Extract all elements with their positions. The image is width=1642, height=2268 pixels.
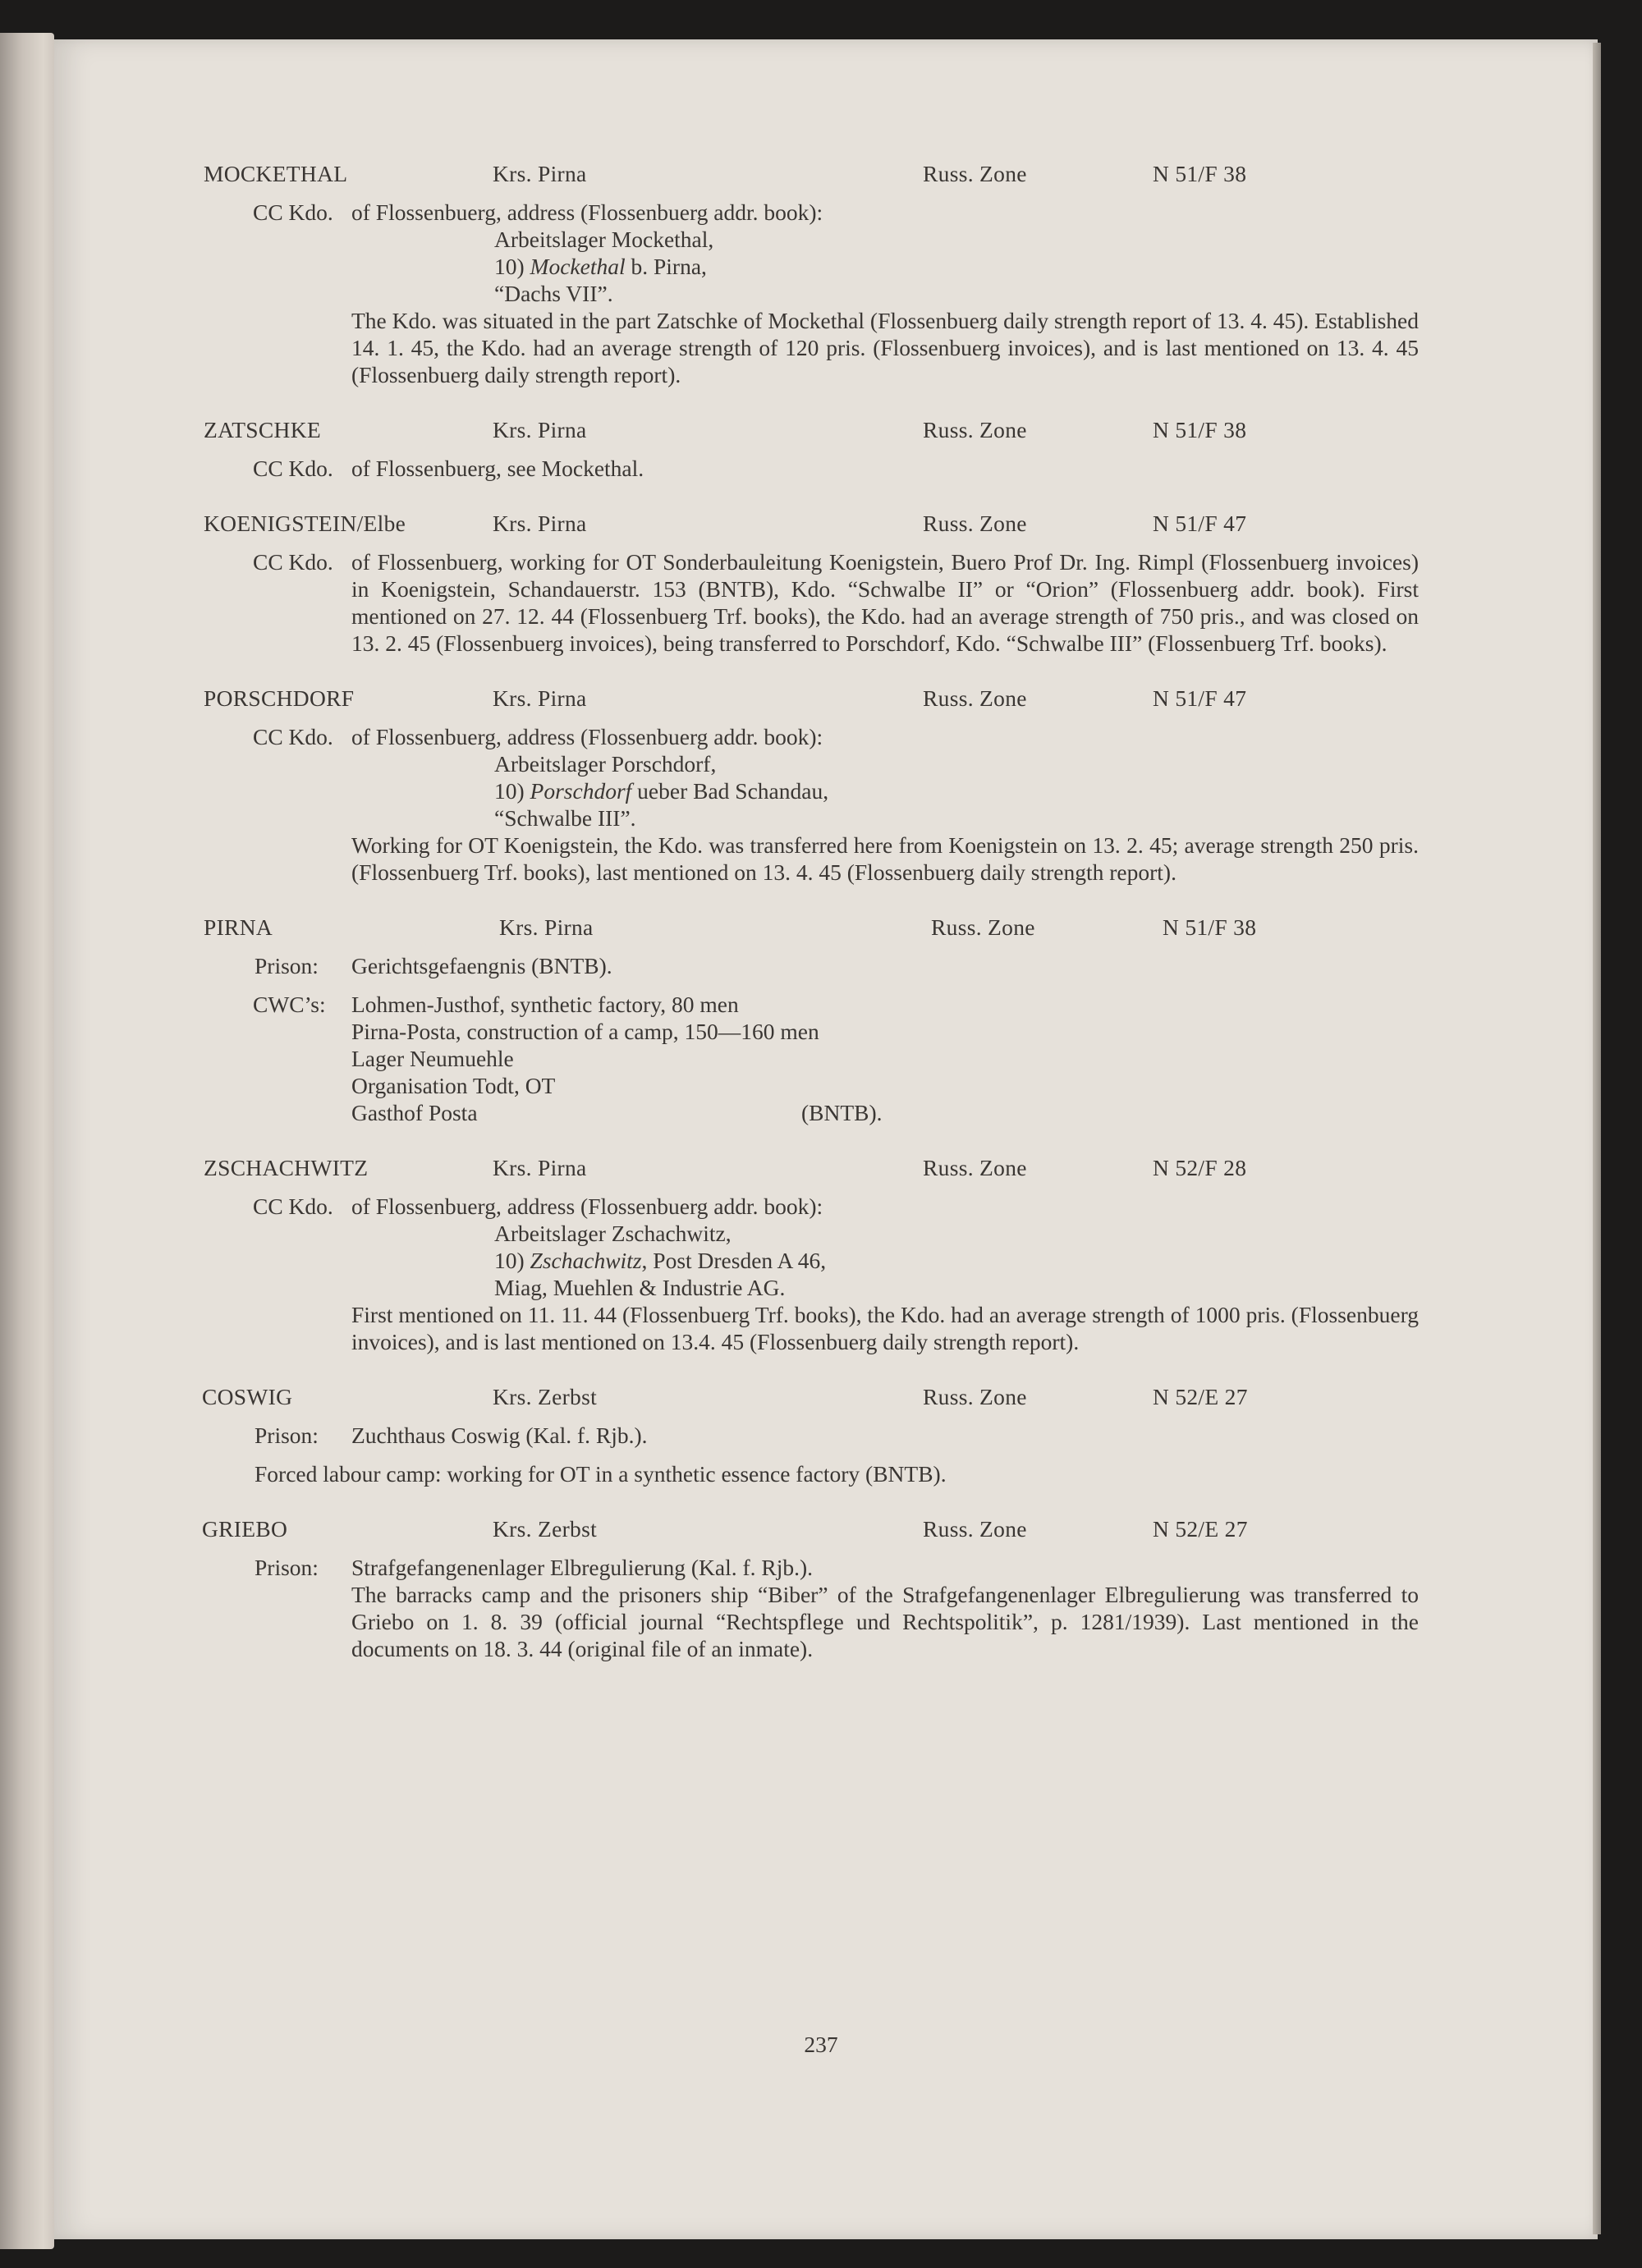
prison-label: Prison:	[255, 1555, 319, 1580]
entry-griebo	[149, 1515, 1419, 1662]
entry-zatschke	[149, 416, 1419, 482]
zone: Russ. Zone	[923, 1155, 1027, 1180]
entry-text: The barracks camp and the prisoners ship “Biber” of the Strafgefangenenlager Elbregulierung was transferred to Griebo on 1. 8. 39 (official journal “Rechtspflege und Rechtspolitik”, p. 1281/1939). Last mentioned in the documents on 18. 3. 44 (original file of an inmate).	[351, 1582, 1419, 1661]
entry-text: The Kdo. was situated in the part Zatschke of Mockethal (Flossenbuerg daily strength report of 13. 4. 45). Established 14. 1. 45, the Kdo. had an average strength of 120 pris. (Flossenbuerg invoices), and is last mentioned on 13. 4. 45 (Flossenbuerg daily strength report).	[351, 308, 1419, 387]
grid-reference: N 51/F 38	[1153, 417, 1247, 442]
prison-text: Zuchthaus Coswig (Kal. f. Rjb.).	[351, 1423, 648, 1448]
place-name: GRIEBO	[202, 1516, 288, 1542]
prison-text: Strafgefangenenlager Elbregulierung (Kal. f. Rjb.).	[351, 1555, 814, 1580]
prison-text: Gerichtsgefaengnis (BNTB).	[351, 953, 612, 978]
place-name: MOCKETHAL	[204, 161, 348, 186]
place-name: PORSCHDORF	[204, 685, 355, 711]
entry-text: First mentioned on 11. 11. 44 (Flossenbuerg Trf. books), the Kdo. had an average strength of 1000 pris. (Flossenbuerg invoices), and is last mentioned on 13.4. 45 (Flossenbuerg daily strength report).	[351, 1302, 1419, 1354]
district: Krs. Zerbst	[493, 1516, 598, 1542]
place-name: PIRNA	[204, 914, 273, 940]
entry-label: CC Kdo.	[253, 456, 333, 481]
cwc-line: Lager Neumuehle	[351, 1046, 514, 1071]
prison-label: Prison:	[255, 953, 319, 978]
zone: Russ. Zone	[923, 1516, 1027, 1542]
place-name: ZSCHACHWITZ	[204, 1155, 369, 1180]
page-content	[149, 160, 1419, 1662]
entry-label: CC Kdo.	[253, 1194, 333, 1219]
entry-label: CC Kdo.	[253, 549, 333, 575]
page-edge-shadow	[1593, 43, 1601, 2234]
district: Krs. Pirna	[493, 161, 587, 186]
place-name: KOENIGSTEIN/Elbe	[204, 511, 406, 536]
entry-intro: of Flossenbuerg, address (Flossenbuerg addr. book):	[351, 724, 823, 749]
entry-label: CC Kdo.	[253, 199, 333, 225]
zone: Russ. Zone	[923, 685, 1027, 711]
entry-text: Working for OT Koenigstein, the Kdo. was transferred here from Koenigstein on 13. 2. 45; average strength 250 pris. (Flossenbuerg Trf. books), last mentioned on 13. 4. 45 (Flossenbuerg daily strength report).	[351, 832, 1419, 885]
entry-koenigstein	[149, 510, 1419, 657]
address-line: 10) Porschdorf ueber Bad Schandau,	[494, 778, 829, 804]
zone: Russ. Zone	[923, 1384, 1027, 1409]
zone: Russ. Zone	[923, 417, 1027, 442]
district: Krs. Pirna	[493, 685, 587, 711]
grid-reference: N 52/E 27	[1153, 1516, 1248, 1542]
address-line: “Schwalbe III”.	[494, 805, 636, 831]
grid-reference: N 52/E 27	[1153, 1384, 1248, 1409]
entry-header	[149, 416, 1419, 443]
cwc-line: Gasthof Posta (BNTB).	[351, 1100, 883, 1125]
address-line: Arbeitslager Zschachwitz,	[494, 1221, 732, 1246]
zone: Russ. Zone	[923, 161, 1027, 186]
address-line: 10) Zschachwitz, Post Dresden A 46,	[494, 1248, 827, 1273]
facing-page-edge	[0, 33, 54, 2249]
grid-reference: N 51/F 47	[1153, 685, 1247, 711]
address-line: “Dachs VII”.	[494, 281, 613, 306]
entry-intro: of Flossenbuerg, address (Flossenbuerg addr. book):	[351, 1194, 823, 1219]
address-line: 10) Mockethal b. Pirna,	[494, 254, 707, 279]
address-line: Arbeitslager Mockethal,	[494, 227, 714, 252]
place-name: ZATSCHKE	[204, 417, 321, 442]
district: Krs. Pirna	[493, 1155, 587, 1180]
grid-reference: N 52/F 28	[1153, 1155, 1247, 1180]
entry-header	[149, 1383, 1419, 1410]
grid-reference: N 51/F 47	[1153, 511, 1247, 536]
district: Krs. Pirna	[499, 914, 594, 940]
entry-header	[149, 1154, 1419, 1181]
entry-intro: of Flossenbuerg, see Mockethal.	[351, 456, 644, 481]
entry-header	[149, 914, 1419, 941]
cwc-line: Organisation Todt, OT	[351, 1073, 556, 1098]
cwc-source: (BNTB).	[801, 1100, 883, 1125]
entry-label: CC Kdo.	[253, 724, 333, 749]
district: Krs. Pirna	[493, 417, 587, 442]
prison-label: Prison:	[255, 1423, 319, 1448]
entry-header	[149, 685, 1419, 712]
entry-header	[149, 160, 1419, 187]
entry-intro: of Flossenbuerg, address (Flossenbuerg addr. book):	[351, 199, 823, 225]
entry-header	[149, 510, 1419, 537]
cwc-line: Pirna-Posta, construction of a camp, 150—160 men	[351, 1019, 819, 1044]
page-number: 237	[804, 2032, 838, 2057]
entry-porschdorf	[149, 685, 1419, 886]
grid-reference: N 51/F 38	[1153, 161, 1247, 186]
address-line: Arbeitslager Porschdorf,	[494, 751, 717, 777]
cwc-label: CWC’s:	[253, 992, 326, 1017]
address-line: Miag, Muehlen & Industrie AG.	[494, 1275, 786, 1300]
cwc-line: Lohmen-Justhof, synthetic factory, 80 men	[351, 992, 739, 1017]
place-name: COSWIG	[202, 1384, 293, 1409]
entry-header	[149, 1515, 1419, 1542]
forced-labour-text: Forced labour camp: working for OT in a synthetic essence factory (BNTB).	[255, 1461, 947, 1487]
district: Krs. Zerbst	[493, 1384, 598, 1409]
entry-mockethal	[149, 160, 1419, 388]
entry-pirna	[149, 914, 1419, 1126]
entry-intro: of Flossenbuerg, working for OT Sonderbauleitung Koenigstein, Buero Prof Dr. Ing. Rimpl (Flossenbuerg invoices) in Koenigstein, Schandauerstr. 153 (BNTB), Kdo. “Schwalbe II” or “Orion” (Flossenbuerg addr. book). First mentioned on 27. 12. 44 (Flossenbuerg Trf. books), the Kdo. had an average strength of 750 pris., and was closed on 13. 2. 45 (Flossenbuerg invoices), being transferred to Porschdorf, Kdo. “Schwalbe III” (Flossenbuerg Trf. books).	[351, 549, 1419, 656]
entry-coswig	[149, 1383, 1419, 1487]
zone: Russ. Zone	[931, 914, 1035, 940]
zone: Russ. Zone	[923, 511, 1027, 536]
entry-zschachwitz	[149, 1154, 1419, 1355]
district: Krs. Pirna	[493, 511, 587, 536]
grid-reference: N 51/F 38	[1163, 914, 1257, 940]
